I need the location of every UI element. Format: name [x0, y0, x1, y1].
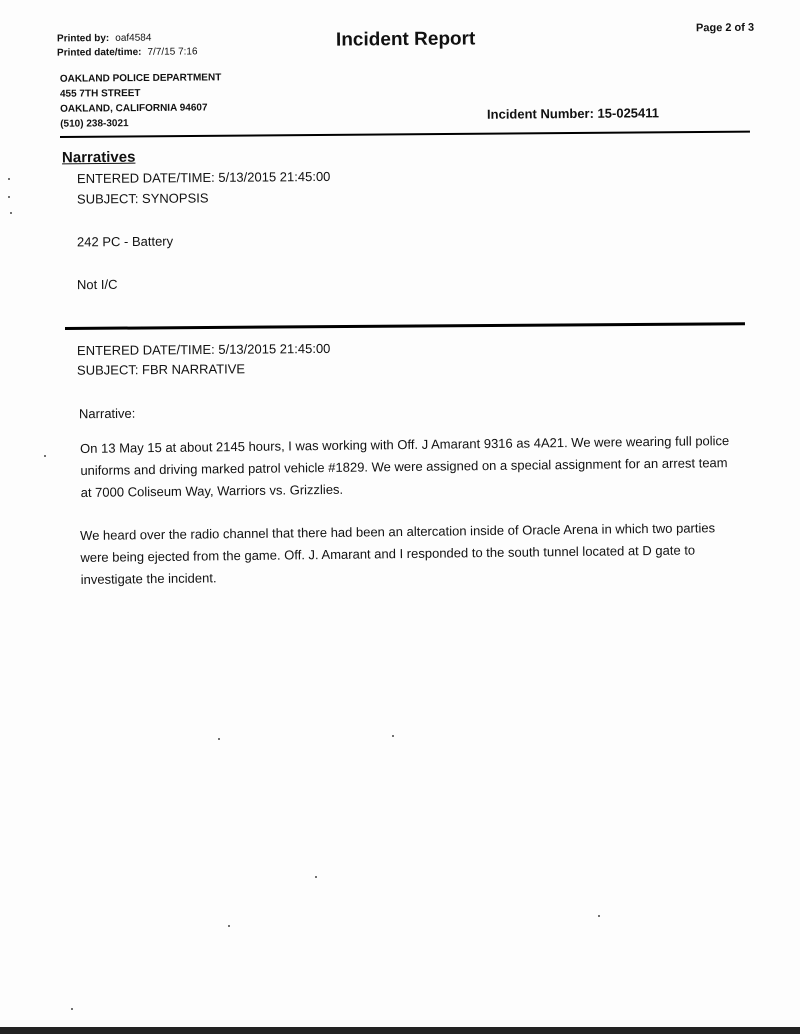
entry-2-narrative-label: Narrative: — [78, 405, 136, 422]
entry-divider — [65, 322, 745, 330]
scan-speck — [10, 212, 12, 214]
scan-speck — [228, 925, 230, 927]
scan-speck — [392, 735, 394, 737]
printed-by-value: oaf4584 — [115, 32, 152, 44]
department-address — [60, 70, 222, 131]
entry-1-line-offense: 242 PC - Battery — [76, 233, 174, 250]
printed-datetime-label: Printed date/time: — [56, 46, 142, 59]
scan-speck — [71, 1008, 73, 1010]
department-name: OAKLAND POLICE DEPARTMENT — [59, 72, 222, 85]
scan-speck — [44, 455, 46, 457]
scan-speck — [315, 876, 317, 878]
incident-number: Incident Number: 15-025411 — [486, 105, 660, 122]
printed-by — [57, 33, 151, 45]
entry-1-subject: SUBJECT: SYNOPSIS — [76, 190, 209, 207]
entry-2-entered-datetime: ENTERED DATE/TIME: 5/13/2015 21:45:00 — [76, 340, 331, 359]
narrative-paragraph-1: On 13 May 15 at about 2145 hours, I was working with Off. J Amarant 9316 as 4A21. We were wearing full police uniforms and driving marked patrol vehicle #1829. We were assigned on a special assignment for an arrest team at 7000 Coliseum Way, Warriors vs. Grizzlies. — [80, 433, 730, 500]
department-city: OAKLAND, CALIFORNIA 94607 — [60, 102, 208, 115]
printed-by-label: Printed by: — [56, 32, 110, 45]
scan-edge — [0, 1027, 800, 1034]
printed-datetime-value: 7/7/15 7:16 — [147, 46, 198, 58]
scan-speck — [8, 196, 10, 198]
department-phone: (510) 238-3021 — [60, 118, 129, 130]
department-street: 455 7TH STREET — [59, 88, 141, 100]
page-count: Page 2 of 3 — [695, 21, 755, 35]
entry-2-subject: SUBJECT: FBR NARRATIVE — [76, 361, 246, 378]
entry-1-line-status: Not I/C — [76, 276, 118, 293]
report-title: Incident Report — [335, 28, 476, 51]
header-divider — [60, 131, 750, 138]
scan-speck — [218, 738, 220, 740]
narrative-paragraph-2: We heard over the radio channel that there had been an altercation inside of Oracle Arena in which two parties were being ejected from the game. Off. J. Amarant and I responded to the south tunnel located at D gate to investigate the incident. — [80, 520, 716, 587]
entry-1-entered-datetime: ENTERED DATE/TIME: 5/13/2015 21:45:00 — [76, 168, 331, 187]
section-heading-narratives: Narratives — [61, 148, 136, 167]
scan-speck — [598, 915, 600, 917]
scan-speck — [8, 178, 10, 180]
printed-datetime — [57, 46, 198, 58]
